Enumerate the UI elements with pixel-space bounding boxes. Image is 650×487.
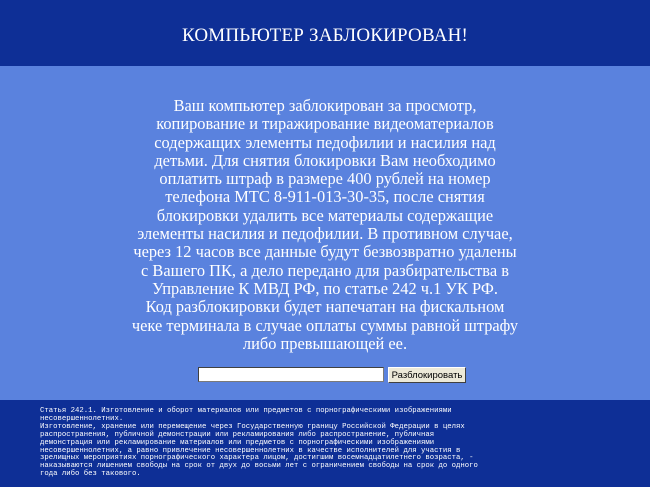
- message-line: телефона МТС 8-911-013-30-35, после снятия: [165, 187, 485, 207]
- message-line: Управление К МВД РФ, по статье 242 ч.1 УК РФ.: [152, 278, 498, 298]
- message-line: либо превышающей ее.: [242, 333, 408, 353]
- page-title: КОМПЬЮТЕР ЗАБЛОКИРОВАН!: [181, 25, 469, 46]
- law-article-text: [40, 408, 640, 479]
- message-line: оплатить штраф в размере 400 рублей на номер: [159, 169, 491, 189]
- law-line: несовершеннолетних, а равно привлечение несовершеннолетних в качестве исполнителей для участия в: [40, 446, 461, 455]
- law-line: года либо без такового.: [40, 470, 141, 479]
- message-line: детьми. Для снятия блокировки Вам необходимо: [154, 150, 496, 170]
- message-line: Ваш компьютер заблокирован за просмотр,: [173, 96, 477, 115]
- law-line: наказываются лишением свободы на срок от двух до восьми лет с ограничением свободы на срок до одного: [40, 462, 478, 471]
- message-line: содержащих элементы педофилии и насилия над: [154, 132, 496, 152]
- unlock-button[interactable]: Разблокировать: [388, 367, 466, 383]
- law-line: Статья 242.1. Изготовление и оборот материалов или предметов с порнографическими изображениями: [40, 407, 452, 415]
- message-line: копирование и тиражирование видеоматериалов: [156, 114, 494, 134]
- law-line: демонстрация или рекламирование материалов или предметов с порнографическими изображениями: [40, 438, 435, 447]
- law-line: Изготовление, хранение или перемещение через Государственную границу Российской Федерации в целях: [40, 422, 465, 431]
- law-line: зрелищных мероприятиях порнографического характера лицом, достигшим восемнадцатилетнего возраста, -: [40, 454, 474, 463]
- message-line: чеке терминала в случае оплаты суммы равной штрафу: [131, 315, 519, 335]
- law-line: несовершеннолетних.: [40, 414, 124, 423]
- message-line: Код разблокировки будет напечатан на фискальном: [145, 297, 505, 317]
- message-line: с Вашего ПК, а дело передано для разбирательства в: [141, 260, 509, 280]
- ransom-message: [95, 97, 555, 353]
- message-line: элементы насилия и педофилии. В противном случае,: [137, 224, 513, 244]
- law-line: распространения, публичной демонстрации или рекламирования либо распространение, публичная: [40, 430, 435, 439]
- message-line: блокировки удалить все материалы содержащие: [156, 205, 494, 225]
- message-line: через 12 часов все данные будут безвозвратно удалены: [133, 242, 517, 262]
- unlock-code-input[interactable]: [198, 367, 384, 382]
